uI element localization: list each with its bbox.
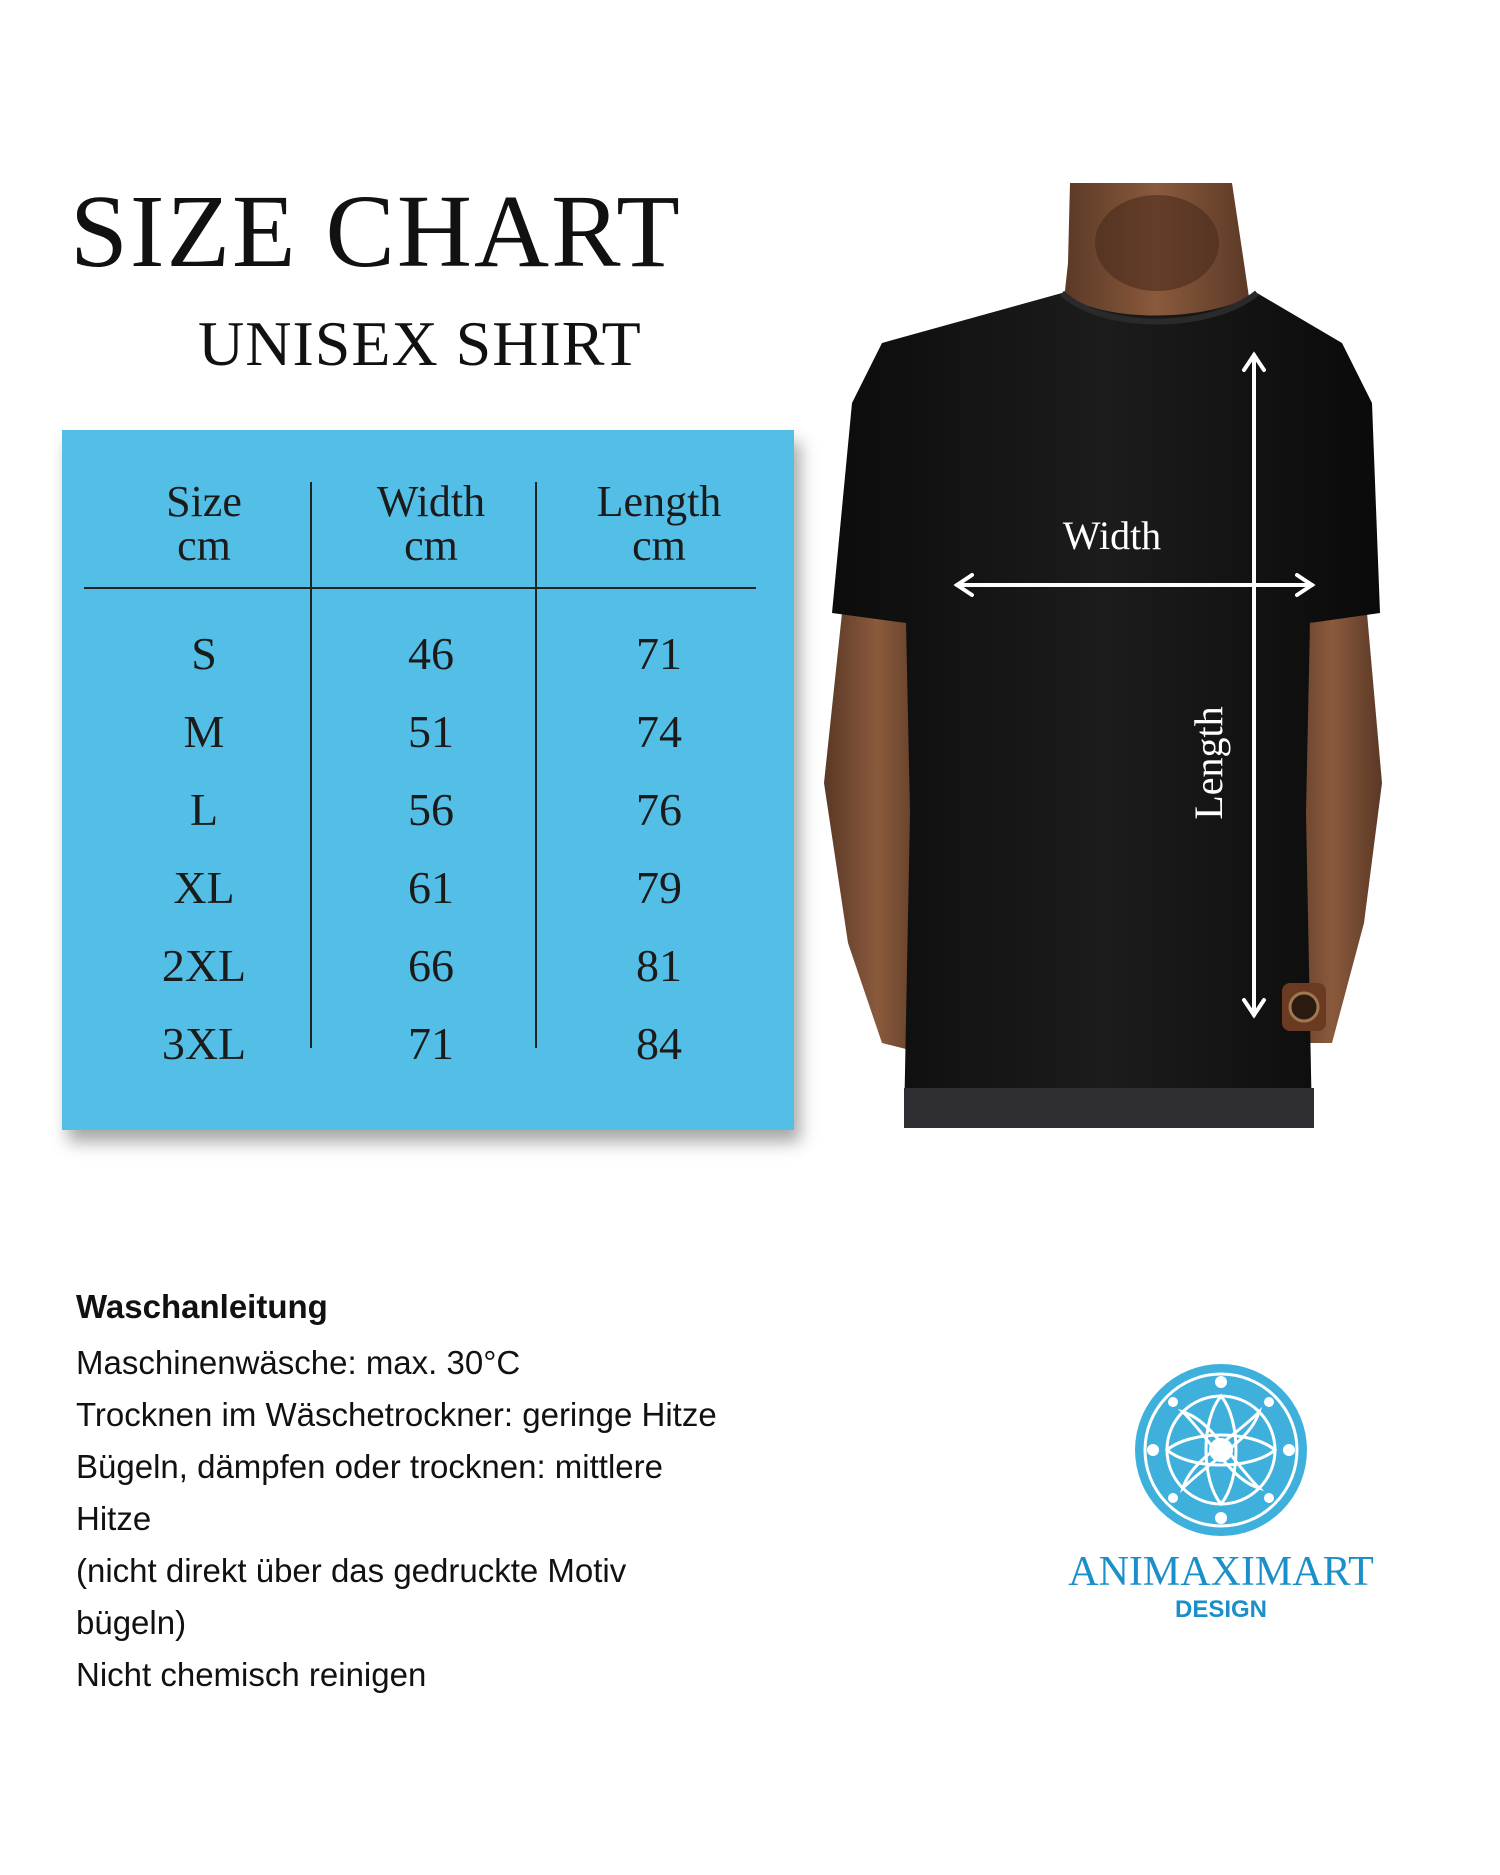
table-row bbox=[62, 780, 794, 840]
size-table bbox=[62, 430, 794, 1130]
header-size bbox=[94, 477, 314, 570]
jeans bbox=[904, 1088, 1314, 1128]
length-cell: 76 bbox=[636, 784, 682, 835]
care-line: Hitze bbox=[76, 1500, 152, 1537]
table-row bbox=[62, 702, 794, 762]
width-cell: 56 bbox=[408, 784, 454, 835]
length-cell: 84 bbox=[636, 1018, 682, 1069]
care-line: Trocknen im Wäschetrockner: geringe Hitze bbox=[76, 1396, 717, 1433]
header-width-label: Width bbox=[376, 477, 486, 526]
width-cell: 51 bbox=[408, 706, 454, 757]
header-length-unit: cm bbox=[632, 521, 686, 570]
care-line: Bügeln, dämpfen oder trocknen: mittlere bbox=[76, 1448, 663, 1485]
header-size-unit: cm bbox=[177, 521, 231, 570]
size-cell: L bbox=[189, 784, 219, 835]
page-title: SIZE CHART bbox=[70, 174, 682, 289]
care-line: (nicht direkt über das gedruckte Motiv bbox=[76, 1552, 627, 1589]
header-size-label: Size bbox=[166, 477, 242, 526]
care-line: bügeln) bbox=[76, 1604, 187, 1641]
header-width-unit: cm bbox=[404, 521, 458, 570]
table-row bbox=[62, 936, 794, 996]
table-row bbox=[62, 858, 794, 918]
shirt-model-photo bbox=[812, 183, 1385, 1128]
width-cell: 66 bbox=[408, 940, 454, 991]
size-cell: S bbox=[191, 628, 217, 679]
mandala-icon bbox=[1131, 1360, 1311, 1540]
table-row bbox=[62, 624, 794, 684]
header-width bbox=[320, 477, 542, 570]
header-length bbox=[540, 477, 778, 570]
length-cell: 71 bbox=[636, 628, 682, 679]
width-cell: 71 bbox=[408, 1018, 454, 1069]
length-cell: 74 bbox=[636, 706, 682, 757]
width-cell: 46 bbox=[408, 628, 454, 679]
size-cell: XL bbox=[173, 862, 235, 913]
care-instructions bbox=[76, 1285, 836, 1701]
care-title: Waschanleitung bbox=[76, 1288, 328, 1325]
chin bbox=[1095, 195, 1219, 291]
table-row bbox=[62, 1014, 794, 1074]
length-cell: 79 bbox=[636, 862, 682, 913]
width-cell: 61 bbox=[408, 862, 454, 913]
header-divider bbox=[84, 587, 756, 589]
brand-name: ANIMAXIMART bbox=[1068, 1549, 1374, 1595]
length-cell: 81 bbox=[636, 940, 682, 991]
care-line: Maschinenwäsche: max. 30°C bbox=[76, 1344, 521, 1381]
page-subtitle: UNISEX SHIRT bbox=[198, 308, 642, 379]
size-cell: 3XL bbox=[161, 1018, 247, 1069]
size-cell: 2XL bbox=[161, 940, 247, 991]
brand-logo bbox=[1056, 1360, 1386, 1623]
length-label: Length bbox=[1186, 706, 1231, 820]
brand-sub: DESIGN bbox=[1174, 1596, 1267, 1623]
care-line: Nicht chemisch reinigen bbox=[76, 1656, 427, 1693]
width-label: Width bbox=[1062, 513, 1162, 558]
header-length-label: Length bbox=[596, 477, 722, 526]
table-header bbox=[62, 477, 794, 570]
size-cell: M bbox=[183, 706, 225, 757]
